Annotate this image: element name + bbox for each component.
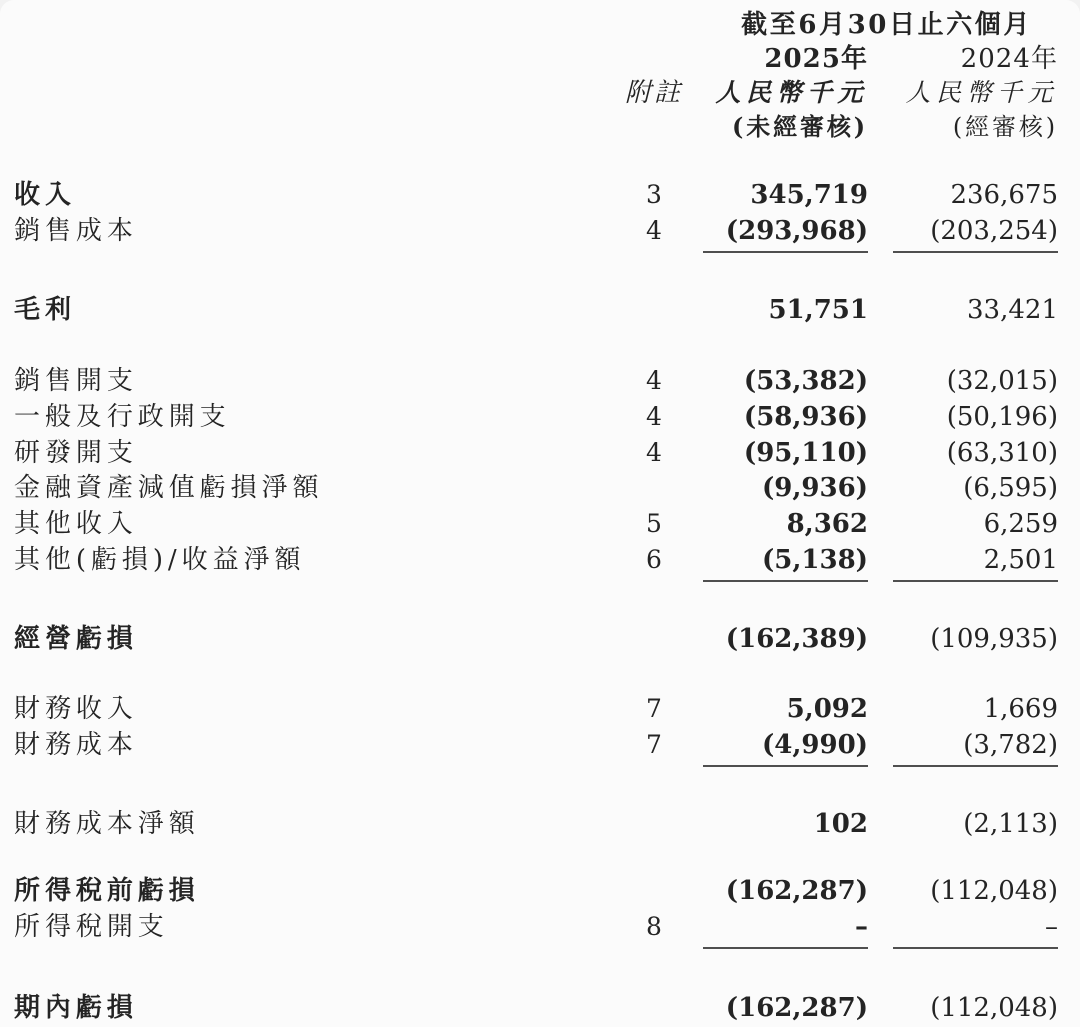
table-row-revenue (0, 177, 1080, 213)
table-row-impairment-losses (0, 471, 1080, 506)
value-2025: 51,751 (768, 295, 868, 325)
table-row-admin-expenses (0, 399, 1080, 435)
value-2024: (203,254) (930, 216, 1058, 246)
row-label: 銷售開支 (14, 366, 138, 396)
value-2025: (4,990) (761, 730, 868, 760)
value-2024: 2,501 (983, 545, 1058, 575)
value-2025: – (855, 912, 868, 942)
value-2025: (95,110) (743, 438, 868, 468)
row-label: 一般及行政開支 (14, 402, 231, 432)
value-2025: 102 (813, 809, 868, 839)
value-2025: (162,287) (725, 876, 868, 906)
row-note-ref: 8 (646, 912, 662, 941)
value-2025: (53,382) (743, 366, 868, 396)
row-label: 期內虧損 (14, 993, 138, 1023)
row-note-ref: 7 (646, 694, 662, 723)
row-label: 財務成本 (14, 730, 138, 760)
value-2024: (109,935) (930, 624, 1058, 654)
header-period-row (0, 8, 1080, 42)
value-2024: (63,310) (946, 438, 1058, 468)
table-row-other-income (0, 506, 1080, 542)
unit-2025-header: 人民幣千元 (715, 78, 868, 107)
header-unit-row (0, 76, 1080, 110)
table-row-income-tax-expense (0, 909, 1080, 949)
row-note-ref: 4 (646, 216, 662, 245)
row-label: 經營虧損 (14, 624, 138, 654)
row-note-ref: 7 (646, 730, 662, 759)
year-2024-header: 2024年 (960, 44, 1058, 74)
unit-2024-header: 人民幣千元 (905, 78, 1058, 107)
row-note-ref: 5 (646, 509, 662, 538)
table-header (0, 0, 1080, 144)
value-2024: 1,669 (983, 694, 1058, 724)
row-label: 其他收入 (14, 509, 138, 539)
row-note-ref: 4 (646, 402, 662, 431)
table-row-rd-expenses (0, 435, 1080, 471)
value-2024: 6,259 (983, 509, 1058, 539)
value-2024: (112,048) (930, 876, 1058, 906)
value-2024: (50,196) (946, 402, 1058, 432)
value-2025: (162,287) (725, 993, 868, 1023)
value-2024: 33,421 (967, 295, 1058, 325)
row-label: 財務收入 (14, 694, 138, 724)
table-row-cost-of-sales (0, 213, 1080, 253)
value-2024: 236,675 (950, 180, 1058, 210)
table-row-net-finance-costs (0, 807, 1080, 842)
audit-status-2025: (未經審核) (732, 112, 868, 141)
value-2024: (112,048) (930, 993, 1058, 1023)
value-2024: (2,113) (963, 809, 1058, 839)
row-label: 所得稅開支 (14, 912, 169, 942)
value-2025: (58,936) (743, 402, 868, 432)
table-row-finance-income (0, 691, 1080, 727)
row-label: 研發開支 (14, 438, 138, 468)
header-year-row (0, 42, 1080, 76)
row-label: 財務成本淨額 (14, 809, 200, 839)
row-note-ref: 6 (646, 545, 662, 574)
value-2025: (5,138) (761, 545, 868, 575)
table-row-loss-before-tax (0, 874, 1080, 909)
header-audit-row (0, 110, 1080, 144)
row-label: 收入 (14, 180, 76, 210)
value-2025: (162,389) (725, 624, 868, 654)
row-note-ref: 4 (646, 366, 662, 395)
value-2025: 8,362 (786, 509, 868, 539)
value-2024: – (1045, 912, 1058, 942)
row-label: 銷售成本 (14, 216, 138, 246)
row-label: 其他(虧損)/收益淨額 (14, 545, 306, 575)
value-2025: 345,719 (750, 180, 868, 210)
row-note-ref: 4 (646, 438, 662, 467)
table-row-other-gains-losses (0, 542, 1080, 582)
audit-status-2024: (經審核) (952, 113, 1058, 141)
table-row-operating-loss (0, 622, 1080, 657)
row-note-ref: 3 (646, 180, 662, 209)
note-column-header: 附註 (624, 78, 684, 108)
table-row-gross-profit (0, 293, 1080, 328)
year-2025-header: 2025年 (764, 44, 868, 74)
value-2025: 5,092 (786, 694, 868, 724)
value-2024: (32,015) (946, 366, 1058, 396)
row-label: 所得稅前虧損 (14, 876, 200, 906)
table-row-finance-costs (0, 727, 1080, 767)
table-row-loss-for-period (0, 991, 1080, 1027)
row-label: 金融資產減值虧損淨額 (14, 473, 324, 503)
value-2025: (9,936) (761, 473, 868, 503)
value-2024: (3,782) (963, 730, 1058, 760)
period-header: 截至6月30日止六個月 (741, 10, 1032, 40)
value-2024: (6,595) (963, 473, 1058, 503)
row-label: 毛利 (14, 295, 76, 325)
table-row-selling-expenses (0, 363, 1080, 399)
value-2025: (293,968) (725, 216, 868, 246)
